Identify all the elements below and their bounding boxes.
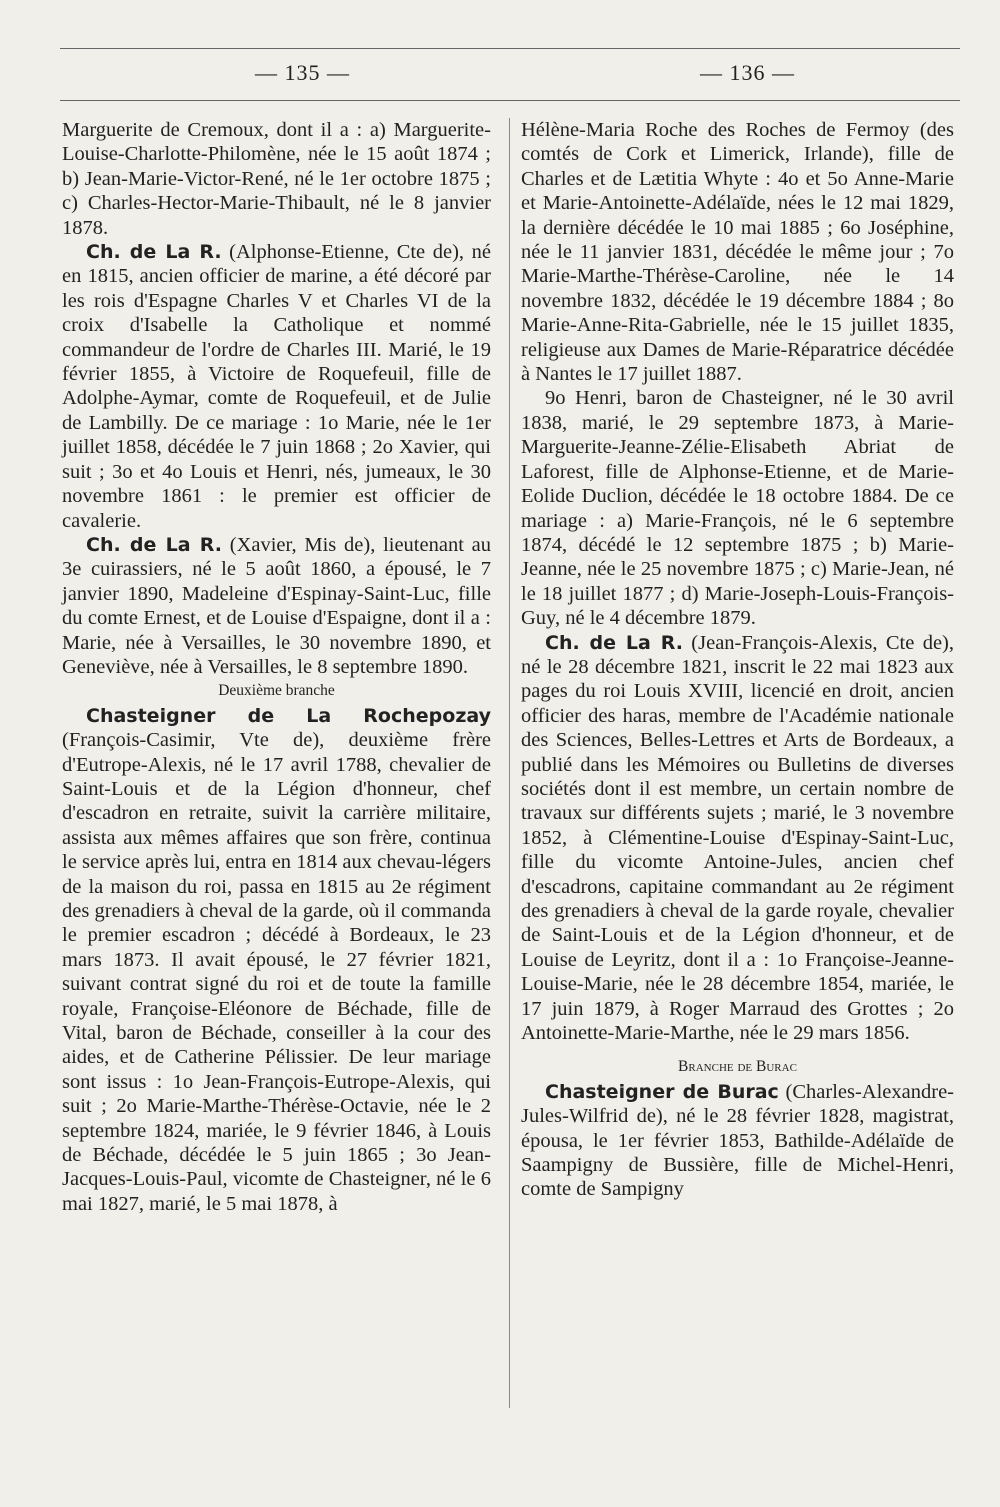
entry-paragraph: [62, 533, 491, 679]
page-number-left: — 135 —: [255, 60, 350, 85]
entry-name: Chasteigner de La Rochepozay: [86, 704, 491, 727]
right-column: [521, 118, 954, 1202]
entry-name: Chasteigner de Burac: [545, 1080, 779, 1103]
entry-text: (François-Casimir, Vte de), deuxième frère d'Eutrope-Alexis, né le 17 avril 1788, chevalier de Saint-Louis et de la Légion d'honneur, chef d'escadron en retraite, suivit la carrière militaire, assista aux mêmes affaires que son frère, continua le service après lui, entra en 1814 aux chevau-légers de la maison du roi, passa en 1815 au 2e régiment des grenadiers à cheval de la garde, où il commanda le premier escadron ; décédé à Bordeaux, le 23 mars 1873. Il avait épousé, le 27 février 1821, suivant contrat signé du roi et de toute la famille royale, Françoise-Eléonore de Béchade, fille de Vital, baron de Béchade, conseiller à la cour des aides, et de Catherine Pélissier. De leur mariage sont issus : 1o Jean-François-Eutrope-Alexis, qui suit ; 2o Marie-Marthe-Thérèse-Octavie, née le 2 septembre 1824, mariée, le 9 février 1846, à Louis de Béchade, décédée le 5 juin 1865 ; 3o Jean-Jacques-Louis-Paul, vicomte de Chasteigner, né le 6 mai 1827, marié, le 5 mai 1878, à: [62, 729, 491, 1215]
column-divider: [509, 118, 510, 1408]
entry-text: (Alphonse-Etienne, Cte de), né en 1815, ancien officier de marine, a été décoré par les rois d'Espagne Charles V et Charles VI de la croix d'Isabelle la Catholique et nommé commandeur de l'ordre de Charles III. Marié, le 19 février 1855, à Victoire de Roquefeuil, fille de Adolphe-Aymar, comte de Roquefeuil, et de Julie de Lambilly. De ce mariage : 1o Marie, née le 1er juillet 1858, décédée le 7 juin 1868 ; 2o Xavier, qui suit ; 3o et 4o Louis et Henri, nés, jumeaux, le 30 novembre 1861 : le premier est officier de cavalerie.: [62, 241, 491, 532]
paragraph: Marguerite de Cremoux, dont il a : a) Marguerite-Louise-Charlotte-Philomène, née le 15 août 1874 ; b) Jean-Marie-Victor-René, né le 1er octobre 1875 ; c) Charles-Hector-Marie-Thibault, né le 8 janvier 1878.: [62, 119, 491, 239]
entry-name: Ch. de La R.: [86, 241, 222, 264]
entry-text: (Xavier, Mis de), lieutenant au 3e cuirassiers, né le 5 août 1860, a épousé, le 7 janvier 1890, Madeleine d'Espinay-Saint-Luc, fille du comte Ernest, et de Louise d'Espaigne, dont il a : Marie, née à Versailles, le 30 novembre 1890, et Geneviève, née à Versailles, le 8 septembre 1890.: [62, 533, 491, 678]
entry-name: Ch. de La R.: [545, 631, 683, 654]
entry-text: (Charles-Alexandre-Jules-Wilfrid de), né le 28 février 1828, magistrat, épousa, le 1er février 1853, Bathilde-Adélaïde de Saampigny de Bussière, fille de Michel-Henri, comte de Sampigny: [521, 1080, 954, 1201]
entry-paragraph: [62, 704, 491, 1217]
entry-paragraph: [521, 631, 954, 1046]
entry-text: (Jean-François-Alexis, Cte de), né le 28 décembre 1821, inscrit le 22 mai 1823 aux pages du roi Louis XVIII, licencié en droit, ancien officier des haras, membre de l'Académie nationale des Sciences, Belles-Lettres et Arts de Bordeaux, a publié dans les Mémoires ou Bulletins de diverses sociétés dont il est membre, un certain nombre de travaux sur différents sujets ; marié, le 3 novembre 1852, à Clémentine-Louise d'Espinay-Saint-Luc, fille du vicomte Antoine-Jules, ancien chef d'escadrons, capitaine commandant au 2e régiment des grenadiers à cheval de la garde royale, chevalier de Saint-Louis et de la Légion d'honneur, et de Louise de Leyritz, dont il a : 1o Françoise-Jeanne-Louise-Marie, née le 28 décembre 1854, mariée, le 17 juin 1879, à Roger Marraud des Grottes ; 2o Antoinette-Marie-Marthe, née le 29 mars 1856.: [521, 631, 954, 1045]
section-heading: Branche de Burac: [678, 1058, 797, 1076]
paragraph: Hélène-Maria Roche des Roches de Fermoy (des comtés de Cork et Limerick, Irlande), fille de Charles et de Lætitia Whyte : 4o et 5o Anne-Marie et Marie-Antoinette-Adélaïde, nées le 12 mai 1829, la dernière décédée le 10 mai 1885 ; 6o Joséphine, née le 11 janvier 1831, décédée le même jour ; 7o Marie-Marthe-Thérèse-Caroline, née le 14 novembre 1832, décédée le 19 décembre 1884 ; 8o Marie-Anne-Rita-Gabrielle, née le 15 juillet 1835, religieuse aux Dames de Marie-Réparatrice décédée à Nantes le 17 juillet 1887.: [521, 119, 954, 386]
entry-name: Ch. de La R.: [86, 533, 222, 556]
page-number-right: — 136 —: [700, 60, 795, 85]
entry-paragraph: [521, 1080, 954, 1202]
header-rule: [60, 100, 960, 101]
paragraph: 9o Henri, baron de Chasteigner, né le 30 avril 1838, marié, le 29 septembre 1873, à Marie-Marguerite-Jeanne-Zélie-Elisabeth Abriat de Laforest, fille de Alphonse-Etienne, et de Marie-Eolide Duclion, décédée le 18 octobre 1884. De ce mariage : a) Marie-François, né le 6 septembre 1874, décédé le 12 septembre 1875 ; b) Marie-Jeanne, née le 25 novembre 1875 ; c) Marie-Jean, né le 18 juillet 1877 ; d) Marie-Joseph-Louis-François-Guy, né le 4 décembre 1879.: [521, 387, 954, 630]
section-heading: Deuxième branche: [218, 682, 335, 700]
left-column: [62, 118, 491, 1216]
entry-paragraph: [62, 240, 491, 533]
top-rule: [60, 48, 960, 49]
